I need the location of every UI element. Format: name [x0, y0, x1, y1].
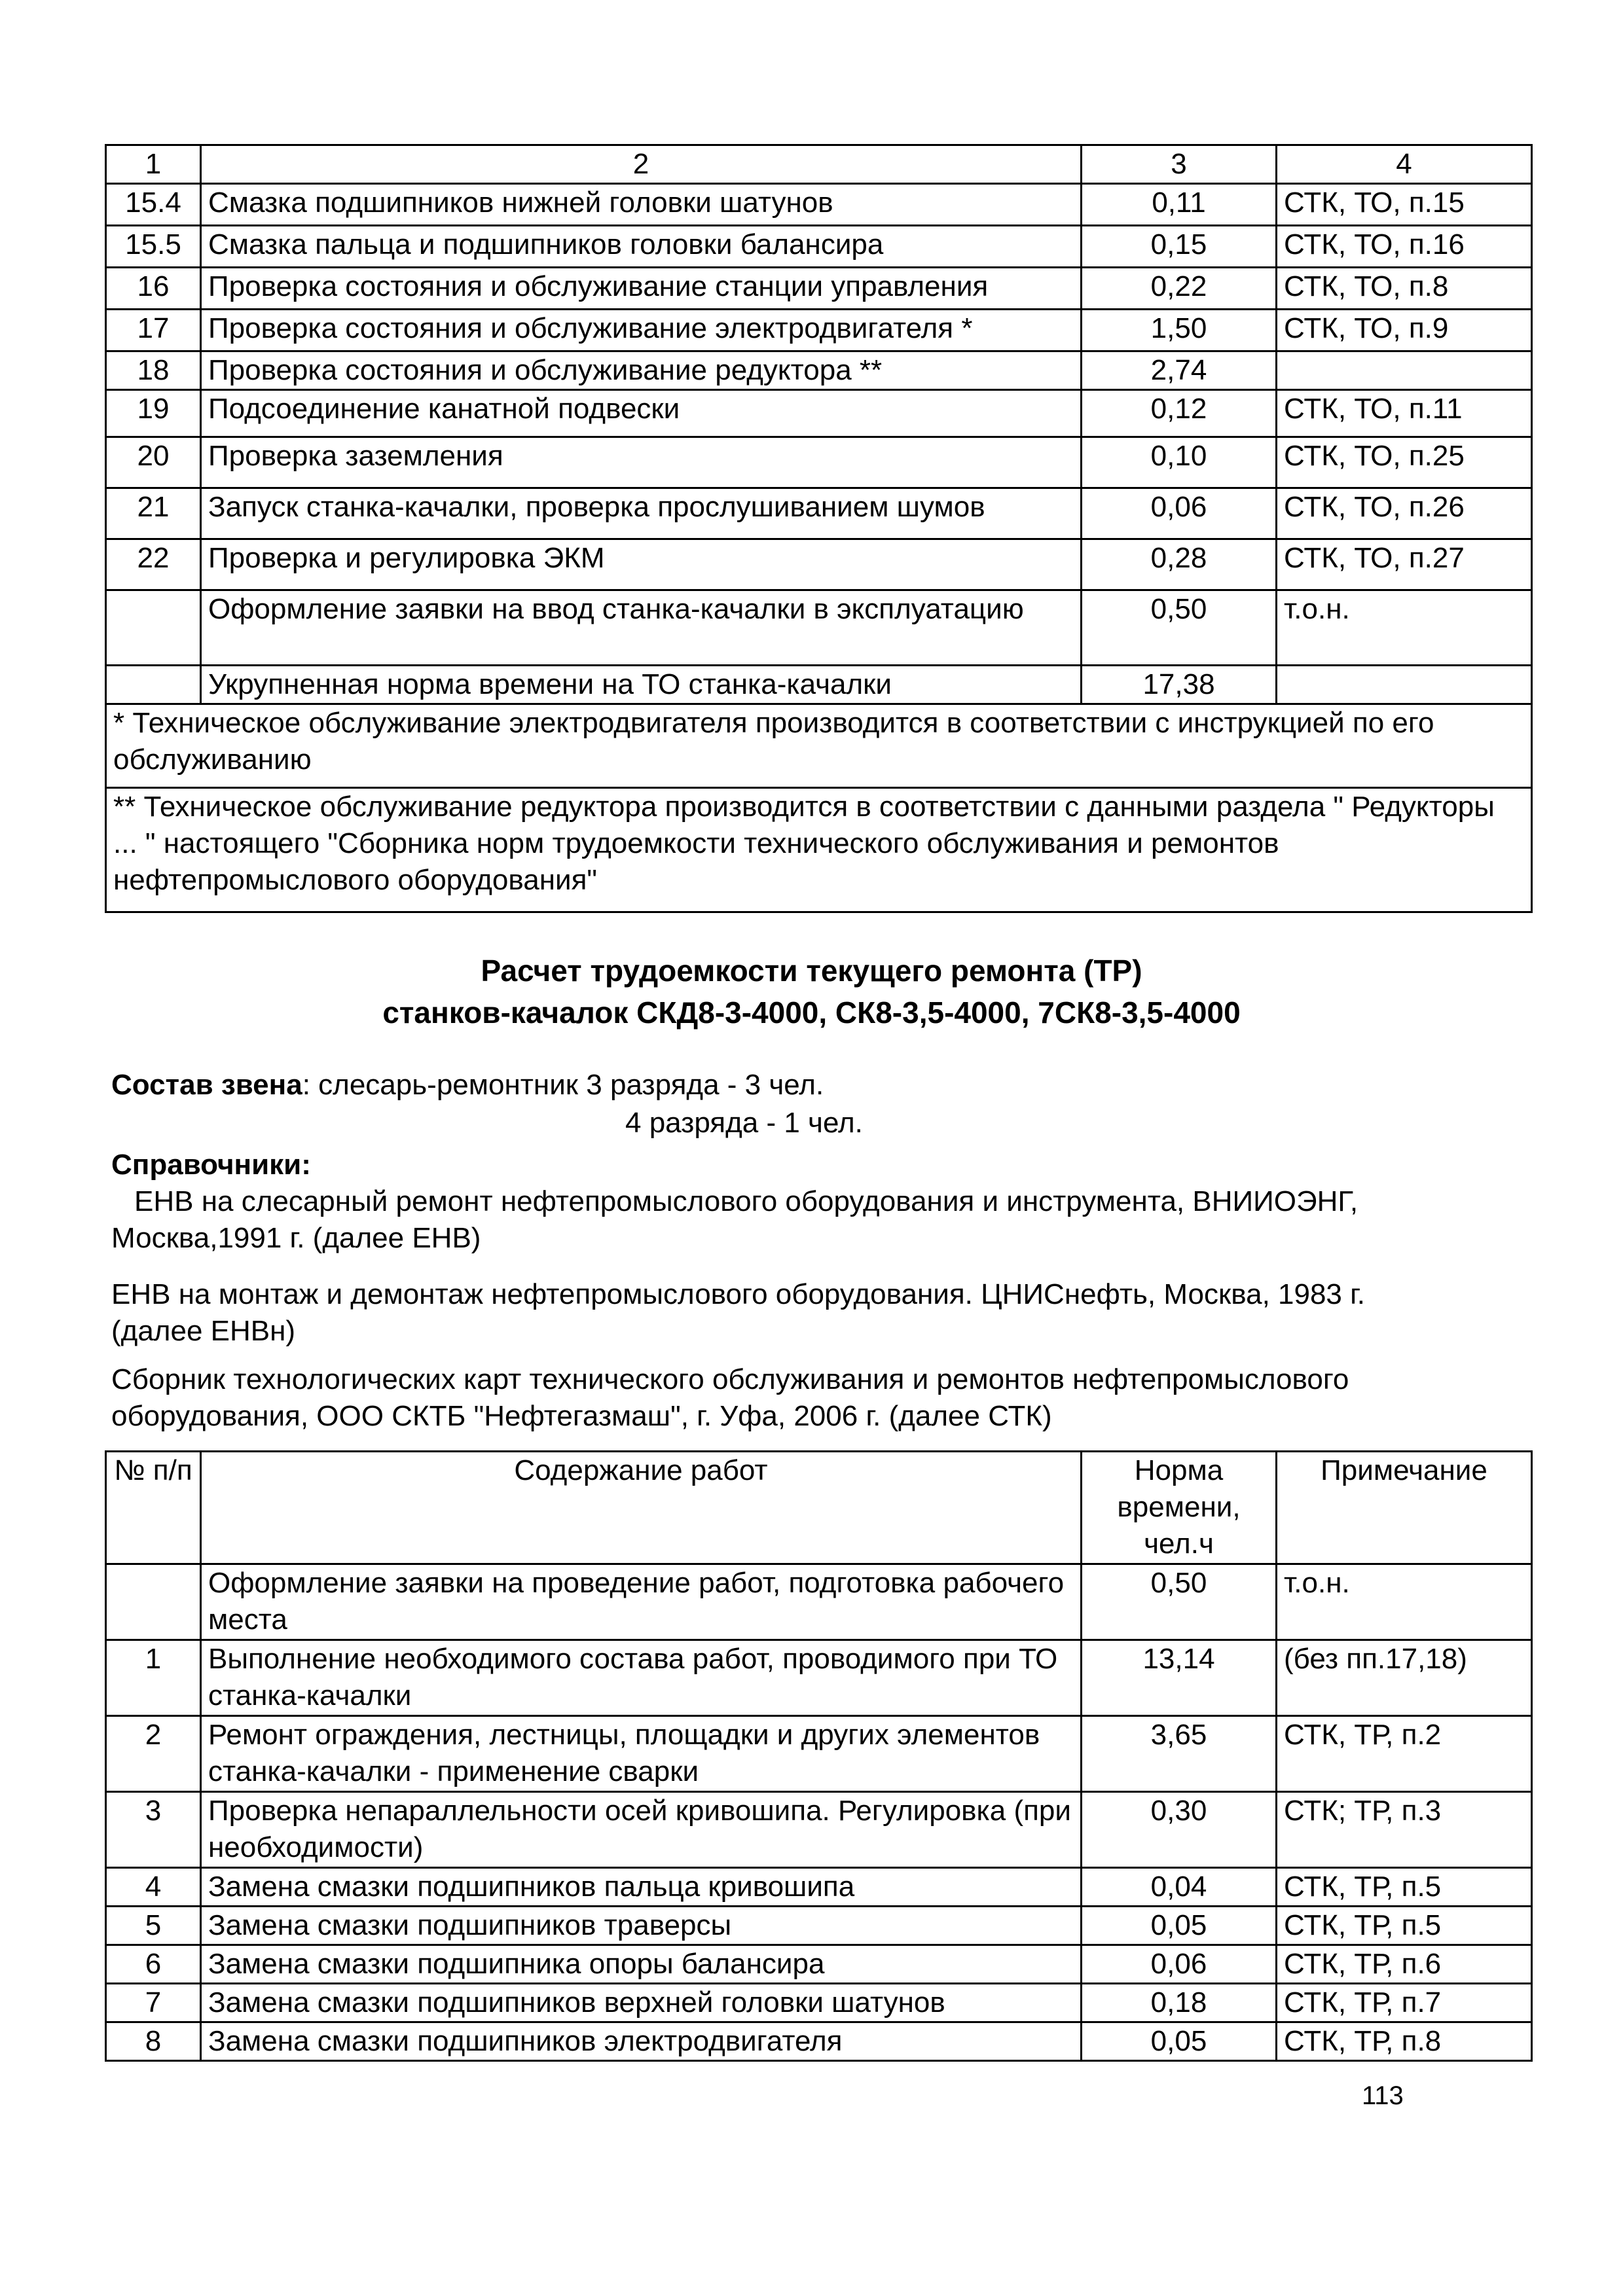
reference	[1277, 351, 1532, 390]
row-number: 1	[106, 1640, 201, 1716]
table-row	[106, 1945, 1532, 1984]
footnote-motor: * Техническое обслуживание электродвигателя производится в соответствии с инструкцией по его обслуживанию	[106, 704, 1532, 788]
reference: СТК, ТО, п.8	[1277, 268, 1532, 310]
note: СТК, ТР, п.6	[1277, 1945, 1532, 1984]
note: СТК, ТР, п.2	[1277, 1716, 1532, 1792]
time-norm: 0,30	[1082, 1792, 1277, 1868]
reference-1: ЕНВ на слесарный ремонт нефтепромыслового оборудования и инструмента, ВНИИОЭНГ,	[134, 1185, 1359, 1217]
reference: СТК, ТО, п.11	[1277, 390, 1532, 437]
work-description: Оформление заявки на ввод станка-качалки в эксплуатацию	[201, 590, 1082, 666]
row-number: 8	[106, 2022, 201, 2061]
row-number: 4	[106, 1868, 201, 1907]
footnote-gearbox: ** Техническое обслуживание редуктора производится в соответствии с данными раздела " Редукторы ... " настоящего "Сборника норм трудоемкости технического обслуживания и ремонтов нефтепромыслового оборудования"	[106, 788, 1532, 912]
reference: СТК, ТО, п.15	[1277, 184, 1532, 226]
work-description: Проверка непараллельности осей кривошипа. Регулировка (при необходимости)	[201, 1792, 1082, 1868]
col-header-work: Содержание работ	[201, 1452, 1082, 1564]
work-description: Проверка состояния и обслуживание редуктора **	[201, 351, 1082, 390]
table-row	[106, 390, 1532, 437]
time-norm: 0,05	[1082, 1907, 1277, 1945]
note: СТК, ТР, п.7	[1277, 1984, 1532, 2022]
note: (без пп.17,18)	[1277, 1640, 1532, 1716]
work-description: Замена смазки подшипников траверсы	[201, 1907, 1082, 1945]
work-description: Укрупненная норма времени на ТО станка-качалки	[201, 666, 1082, 704]
table-row	[106, 437, 1532, 488]
work-description: Оформление заявки на проведение работ, подготовка рабочего места	[201, 1564, 1082, 1640]
work-description: Замена смазки подшипников верхней головки шатунов	[201, 1984, 1082, 2022]
reference	[1277, 666, 1532, 704]
time-norm: 0,06	[1082, 1945, 1277, 1984]
row-number: 18	[106, 351, 201, 390]
work-description: Проверка заземления	[201, 437, 1082, 488]
reference: т.о.н.	[1277, 590, 1532, 666]
note: СТК, ТР, п.5	[1277, 1907, 1532, 1945]
crew-composition: : слесарь-ремонтник 3 разряда - 3 чел.	[302, 1069, 824, 1101]
work-description: Ремонт ограждения, лестницы, площадки и других элементов станка-качалки - применение сварки	[201, 1716, 1082, 1792]
col-header: 4	[1277, 145, 1532, 184]
work-description: Подсоединение канатной подвески	[201, 390, 1082, 437]
work-description: Замена смазки подшипника опоры балансира	[201, 1945, 1082, 1984]
maintenance-table	[105, 144, 1533, 913]
col-header: 1	[106, 145, 201, 184]
reference: СТК, ТО, п.16	[1277, 226, 1532, 268]
time-norm: 0,18	[1082, 1984, 1277, 2022]
reference-3-cont: оборудования, ООО СКТБ "Нефтегазмаш", г. Уфа, 2006 г. (далее СТК)	[111, 1400, 1052, 1432]
work-description: Выполнение необходимого состава работ, проводимого при ТО станка-качалки	[201, 1640, 1082, 1716]
time-norm: 0,22	[1082, 268, 1277, 310]
footnote-row	[106, 704, 1532, 788]
reference-3: Сборник технологических карт технического обслуживания и ремонтов нефтепромыслового	[111, 1363, 1349, 1395]
work-description: Запуск станка-качалки, проверка прослушиванием шумов	[201, 488, 1082, 539]
row-number: 6	[106, 1945, 201, 1984]
section-subtitle: станков-качалок СКД8-3-4000, СК8-3,5-4000, 7СК8-3,5-4000	[382, 996, 1241, 1030]
table-row	[106, 268, 1532, 310]
row-number: 7	[106, 1984, 201, 2022]
time-norm: 13,14	[1082, 1640, 1277, 1716]
crew-label: Состав звена	[111, 1069, 302, 1101]
reference: СТК, ТО, п.25	[1277, 437, 1532, 488]
time-norm: 3,65	[1082, 1716, 1277, 1792]
table-row	[106, 2022, 1532, 2061]
table-row	[106, 184, 1532, 226]
table-row	[106, 539, 1532, 590]
row-number: 2	[106, 1716, 201, 1792]
table-row	[106, 1868, 1532, 1907]
time-norm: 0,28	[1082, 539, 1277, 590]
reference-2-cont: (далее ЕНВн)	[111, 1315, 296, 1347]
row-number: 16	[106, 268, 201, 310]
table-row	[106, 226, 1532, 268]
time-norm: 0,50	[1082, 1564, 1277, 1640]
row-number: 21	[106, 488, 201, 539]
note: СТК; ТР, п.3	[1277, 1792, 1532, 1868]
time-norm: 0,06	[1082, 488, 1277, 539]
table-row	[106, 351, 1532, 390]
table-row	[106, 590, 1532, 666]
time-norm: 0,12	[1082, 390, 1277, 437]
row-number: 20	[106, 437, 201, 488]
time-norm: 1,50	[1082, 310, 1277, 351]
reference: СТК, ТО, п.27	[1277, 539, 1532, 590]
note: СТК, ТР, п.5	[1277, 1868, 1532, 1907]
work-description: Замена смазки подшипников пальца кривошипа	[201, 1868, 1082, 1907]
table-row	[106, 1716, 1532, 1792]
crew-line	[111, 1067, 824, 1103]
footnote-row	[106, 788, 1532, 912]
work-description: Проверка состояния и обслуживание станции управления	[201, 268, 1082, 310]
row-number: 15.5	[106, 226, 201, 268]
references-label: Справочники:	[111, 1149, 311, 1181]
col-header-note: Примечание	[1277, 1452, 1532, 1564]
row-number: 15.4	[106, 184, 201, 226]
table-row	[106, 1907, 1532, 1945]
table-total-row	[106, 666, 1532, 704]
col-header-norm: Норма времени, чел.ч	[1082, 1452, 1277, 1564]
reference: СТК, ТО, п.26	[1277, 488, 1532, 539]
col-header-number: № п/п	[106, 1452, 201, 1564]
col-header: 3	[1082, 145, 1277, 184]
row-number: 5	[106, 1907, 201, 1945]
reference-2: ЕНВ на монтаж и демонтаж нефтепромыслового оборудования. ЦНИСнефть, Москва, 1983 г.	[111, 1278, 1366, 1310]
time-norm-total: 17,38	[1082, 666, 1277, 704]
repair-table	[105, 1450, 1533, 2062]
row-number	[106, 590, 201, 666]
row-number: 3	[106, 1792, 201, 1868]
time-norm: 0,11	[1082, 184, 1277, 226]
work-description: Смазка пальца и подшипников головки балансира	[201, 226, 1082, 268]
time-norm: 0,05	[1082, 2022, 1277, 2061]
table-row	[106, 1792, 1532, 1868]
row-number: 17	[106, 310, 201, 351]
table-row	[106, 1640, 1532, 1716]
time-norm: 0,50	[1082, 590, 1277, 666]
time-norm: 0,04	[1082, 1868, 1277, 1907]
row-number	[106, 1564, 201, 1640]
col-header: 2	[201, 145, 1082, 184]
row-number	[106, 666, 201, 704]
work-description: Проверка состояния и обслуживание электродвигателя *	[201, 310, 1082, 351]
table-row	[106, 1984, 1532, 2022]
note: СТК, ТР, п.8	[1277, 2022, 1532, 2061]
row-number: 22	[106, 539, 201, 590]
work-description: Смазка подшипников нижней головки шатунов	[201, 184, 1082, 226]
time-norm: 2,74	[1082, 351, 1277, 390]
table-row	[106, 488, 1532, 539]
page-number: 113	[1362, 2081, 1404, 2110]
crew-composition-2: 4 разряда - 1 чел.	[625, 1107, 863, 1139]
note: т.о.н.	[1277, 1564, 1532, 1640]
table-header-row	[106, 145, 1532, 184]
reference: СТК, ТО, п.9	[1277, 310, 1532, 351]
work-description: Проверка и регулировка ЭКМ	[201, 539, 1082, 590]
work-description: Замена смазки подшипников электродвигателя	[201, 2022, 1082, 2061]
time-norm: 0,15	[1082, 226, 1277, 268]
table-row	[106, 1564, 1532, 1640]
section-title: Расчет трудоемкости текущего ремонта (ТР)	[481, 954, 1142, 988]
table-header-row	[106, 1452, 1532, 1564]
reference-1-cont: Москва,1991 г. (далее ЕНВ)	[111, 1222, 481, 1254]
time-norm: 0,10	[1082, 437, 1277, 488]
row-number: 19	[106, 390, 201, 437]
table-row	[106, 310, 1532, 351]
